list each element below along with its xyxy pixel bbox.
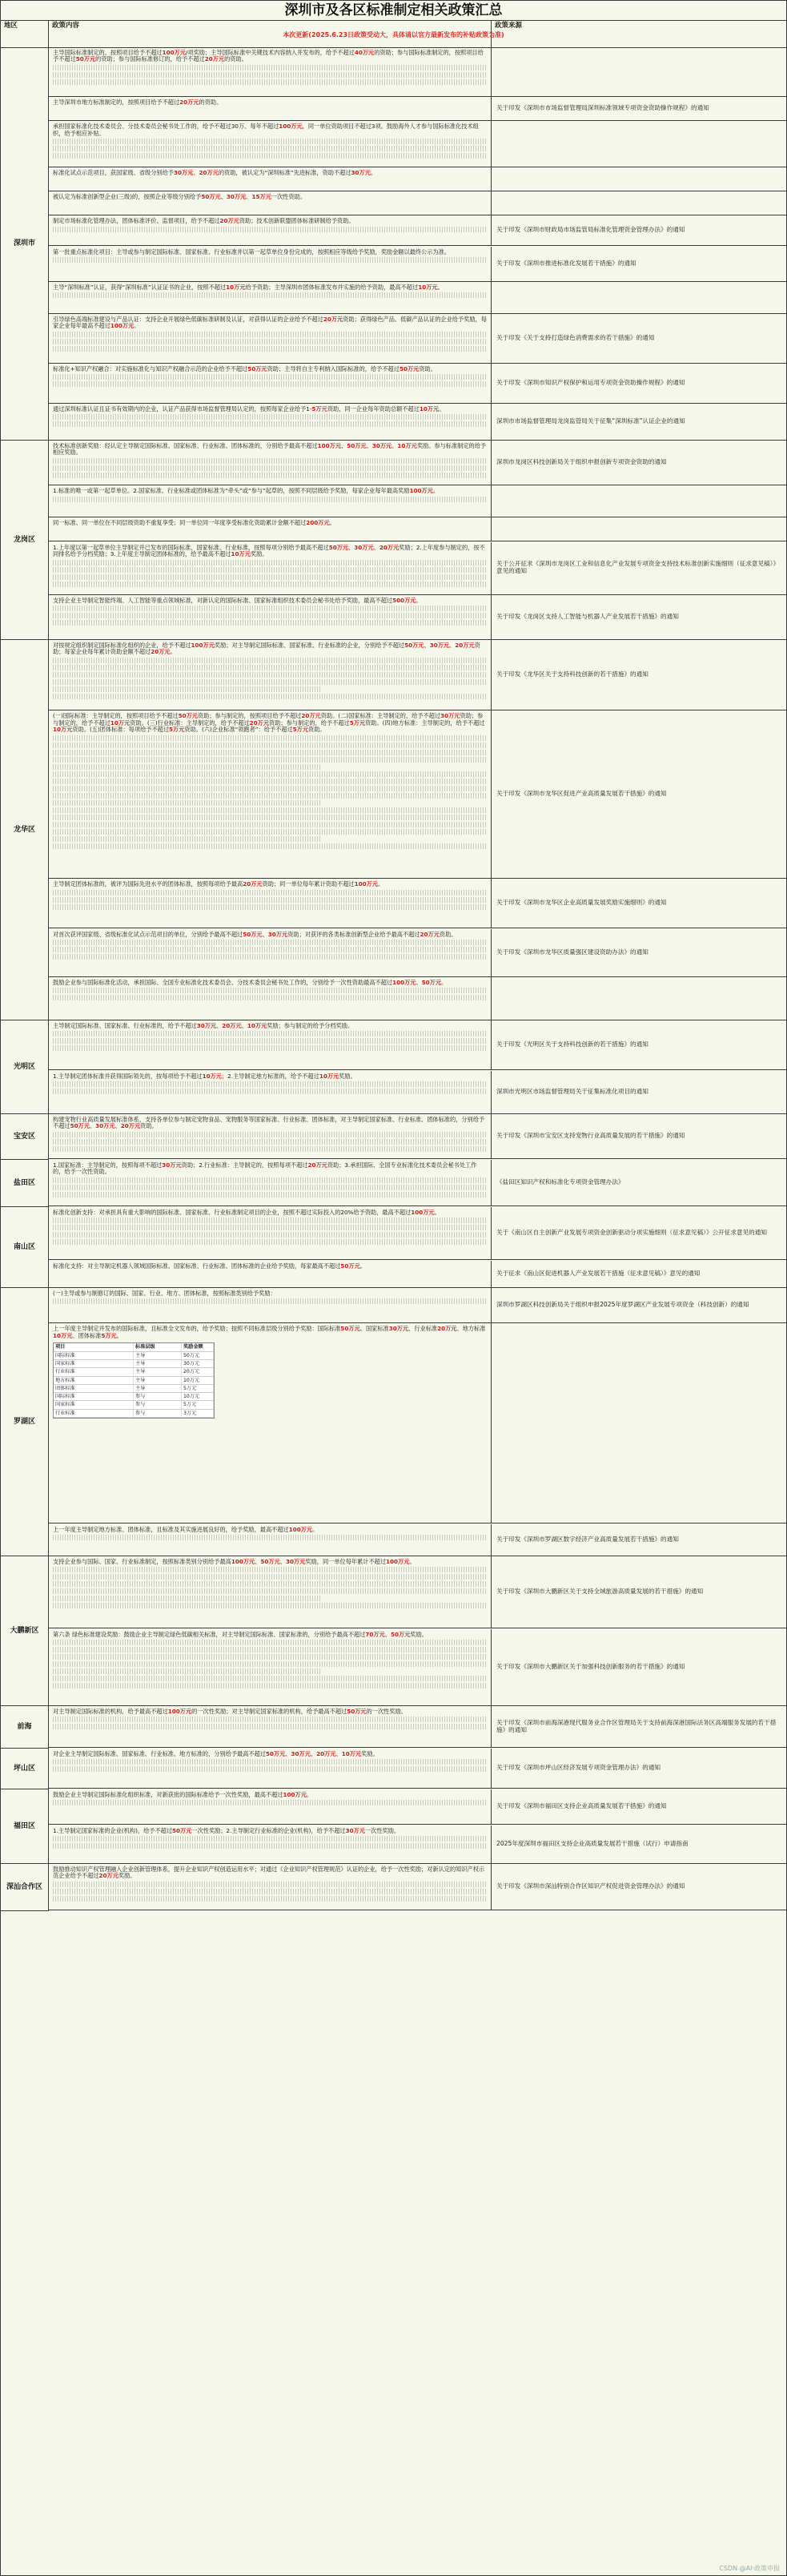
- policy-content-cell: [49, 595, 492, 640]
- reward-table-cell: 国家标准: [54, 1401, 134, 1408]
- policy-text: 技术标准创新奖励：经认定主导制定国际标准、国家标准、行业标准、团体标准的，分别给予最高不超过100万元、50万元、30万元、10万元奖励。参与标准制定的给予相应奖励。: [53, 442, 487, 457]
- policy-text: 上一年度主导制定地方标准、团体标准，且标准及其实施进展良好的，给予奖励，最高不超过100万元。: [53, 1525, 319, 1533]
- text-line-placeholder: [53, 822, 487, 827]
- text-line-placeholder: [53, 947, 487, 952]
- policy-content-cell: [49, 167, 492, 191]
- policy-source-cell[interactable]: 关于印发《深圳市龙华区质量强区建设资助办法》的通知: [492, 929, 787, 977]
- policy-text: 构建宠物行业高质量发展标准体系，支持各单位参与制定宠物食品、宠物服务等国家标准、行业标准、团体标准，对主导制定国家标准、行业标准、团体标准的，分别给予不超过50万元、30万元、20万元资助。: [53, 1116, 485, 1130]
- text-line-placeholder: [53, 620, 487, 626]
- policy-content-cell: [49, 1706, 492, 1748]
- policy-text: 通过深圳标准认证且证书有效期内的企业，认证产品获得市场监督管理局认定的，按照每家企业给予1-5万元资助，同一企业每年资助总额不超过10万元。: [53, 405, 445, 413]
- policy-source-cell[interactable]: 深圳市市场监督管理局龙岗监管局关于征集“深圳标准”认证企业的通知: [492, 404, 787, 441]
- text-line-placeholder: [53, 1676, 487, 1681]
- district-label: 罗湖区: [1, 1288, 49, 1556]
- policy-source-cell: [492, 47, 787, 97]
- reward-table-cell: 10万元: [182, 1377, 214, 1384]
- policy-text: 主导制定国际标准、国家标准、行业标准的，给予不超过30万元、20万元、10万元奖励；参与制定的给予分档奖励。: [53, 1022, 354, 1029]
- reward-table-row: [54, 1385, 214, 1393]
- policy-text: 制定市场标准化管理办法，团体标准评价、监督项目，给予不超过20万元资助；技术创新联盟团体标准研制给予资助。: [53, 217, 355, 225]
- text-line-placeholder: [53, 72, 487, 78]
- policy-source-cell[interactable]: 关于印发《深圳市龙华区促进产业高质量发展若干措施》的通知: [492, 710, 787, 879]
- policy-text: 1.主导制定团体标准并获得国际领先的，按每项给予不超过10万元；2.主导制定地方标准的，给予不超过10万元奖励。: [53, 1072, 356, 1080]
- policy-content-cell: [49, 1556, 492, 1628]
- policy-source-cell: [492, 517, 787, 541]
- policy-source-cell[interactable]: 关于印发《深圳市前海深港现代服务业合作区管理局关于支持前海深港国际法务区高端服务发展的若干措施》的通知: [492, 1706, 787, 1748]
- text-line-placeholder: [53, 1683, 487, 1688]
- policy-content-cell: [49, 929, 492, 977]
- reward-table-cell: 3万元: [182, 1410, 214, 1417]
- district-label: 深汕合作区: [1, 1864, 49, 1911]
- policy-content-cell: [49, 282, 492, 314]
- district-label: 大鹏新区: [1, 1556, 49, 1706]
- policy-text: 主导国际标准制定的，按照项目给予不超过100万元/项奖励；主导国际标准中关键技术内容纳入并发布的，给予不超过40万元的资助；参与国际标准制定的，按照项目给予不超过50万元的资助；参与国际标准修订的，给予不超过20万元的资助。: [53, 49, 484, 63]
- district-label: 南山区: [1, 1207, 49, 1288]
- reward-table-header: 奖励金额: [182, 1343, 214, 1350]
- reward-table-row: [54, 1393, 214, 1401]
- policy-content-cell: [49, 1071, 492, 1114]
- district-label: 深圳市: [1, 47, 49, 441]
- policy-source-cell[interactable]: 关于《南山区自主创新产业发展专项资金创新驱动分项实施细则（征求意见稿）》公开征求意见的通知: [492, 1207, 787, 1260]
- text-line-placeholder: [53, 560, 487, 566]
- district-label: 坪山区: [1, 1749, 49, 1789]
- reward-table-row: [54, 1377, 214, 1385]
- policy-source-cell[interactable]: 2025年度深圳市福田区支持企业高质量发展若干措施（试行）申请指南: [492, 1825, 787, 1864]
- text-line-placeholder: [53, 497, 487, 502]
- text-line-placeholder: [53, 1574, 487, 1580]
- text-line-placeholder: [53, 606, 487, 611]
- text-line-placeholder: [53, 1192, 487, 1197]
- district-label: 光明区: [1, 1020, 49, 1114]
- header-source: 政策来源: [495, 22, 523, 30]
- policy-source-cell[interactable]: 关于印发《深圳市市场监督管理局深圳标准领域专项资金资助操作规程》的通知: [492, 97, 787, 121]
- policy-source-cell[interactable]: 关于印发《深圳市福田区支持企业高质量发展若干措施》的通知: [492, 1789, 787, 1825]
- header-content: 政策内容: [49, 20, 492, 47]
- text-line-placeholder: [53, 1177, 487, 1183]
- text-line-placeholder: [53, 890, 487, 896]
- policy-source-cell: [492, 191, 787, 215]
- text-line-placeholder: [53, 146, 487, 151]
- reward-table-cell: 主导: [134, 1385, 182, 1392]
- policy-content-cell: [49, 517, 492, 541]
- text-line-placeholder: [53, 771, 487, 777]
- policy-content-cell: [49, 1207, 492, 1260]
- text-line-placeholder: [53, 421, 487, 427]
- district-label: 宝安区: [1, 1114, 49, 1160]
- text-line-placeholder: [53, 339, 487, 344]
- policy-text: 1.国家标准：主导制定的，按照每项不超过30万元资助；2.行业标准：主导制定的，按照每项不超过20万元资助；3.承担国际、全国专业标准化技术委员会秘书处工作的，给予一次性资助。: [53, 1161, 477, 1176]
- policy-text: 支持企业参与国际、国家、行业标准制定，按照标准类别分别给予最高100万元、50万元、30万元奖励，同一单位每年累计不超过100万元。: [53, 1558, 416, 1565]
- reward-table-cell: 国际标准: [54, 1393, 134, 1400]
- text-line-placeholder: [53, 465, 487, 471]
- reward-table-cell: 地方标准: [54, 1377, 134, 1384]
- text-line-placeholder: [53, 940, 487, 945]
- district-label: 盐田区: [1, 1160, 49, 1207]
- policy-source-cell: [492, 167, 787, 191]
- text-line-placeholder: [53, 1766, 487, 1772]
- policy-content-cell: [49, 97, 492, 121]
- policy-source-cell[interactable]: 关于印发《光明区关于支持科技创新的若干措施》的通知: [492, 1020, 787, 1070]
- policy-content-cell: [49, 542, 492, 595]
- text-line-placeholder: [53, 1668, 322, 1674]
- reward-table-cell: 参与: [134, 1393, 182, 1400]
- policy-source-cell[interactable]: 关于印发《深圳市龙华区企业高质量发展奖励实施细则》的通知: [492, 879, 787, 928]
- policy-content-cell: [49, 364, 492, 404]
- text-line-placeholder: [53, 1535, 487, 1540]
- reward-table-cell: 参与: [134, 1410, 182, 1417]
- text-line-placeholder: [53, 139, 487, 144]
- reward-table-header: 项目: [54, 1343, 134, 1350]
- text-line-placeholder: [53, 679, 487, 685]
- text-line-placeholder: [53, 1298, 487, 1304]
- text-line-placeholder: [53, 1836, 487, 1841]
- embedded-reward-table: [53, 1342, 487, 1419]
- policy-source-cell[interactable]: 关于印发《龙岗区支持人工智能与机器人产业发展若干措施》的通知: [492, 595, 787, 640]
- reward-table-row: [54, 1352, 214, 1360]
- text-line-placeholder: [53, 381, 487, 387]
- text-line-placeholder: [53, 988, 487, 993]
- text-line-placeholder: [53, 1596, 322, 1601]
- reward-table-header: 标准层级: [134, 1343, 182, 1350]
- text-line-placeholder: [53, 332, 487, 337]
- text-line-placeholder: [53, 786, 487, 791]
- text-line-placeholder: [53, 65, 487, 70]
- policy-text: (一)主导或参与制修订的国际、国家、行业、地方、团体标准，按照标准类别给予奖励：: [53, 1290, 276, 1297]
- text-line-placeholder: [53, 995, 487, 1000]
- policy-source-cell: [492, 485, 787, 517]
- text-line-placeholder: [53, 582, 487, 587]
- text-line-placeholder: [53, 807, 487, 813]
- text-line-placeholder: [53, 1896, 487, 1902]
- text-line-placeholder: [53, 374, 487, 380]
- text-line-placeholder: [53, 1661, 487, 1667]
- reward-table-cell: 主导: [134, 1377, 182, 1384]
- text-line-placeholder: [53, 1218, 487, 1223]
- text-line-placeholder: [53, 1081, 487, 1087]
- reward-table-cell: 行业标准: [54, 1368, 134, 1375]
- district-label: 龙华区: [1, 640, 49, 1020]
- policy-content-cell: [49, 879, 492, 928]
- policy-text: 上一年度主导制定并发布的国际标准，且标准全文发布的，给予奖励；按照不同标准层级分别给予奖励：国际标准50万元、国家标准30万元、行业标准20万元、地方标准10万元、团体标准5万元。: [53, 1325, 486, 1339]
- policy-source-cell[interactable]: 关于印发《关于支持打造绿色消费需求的若干措施》的通知: [492, 314, 787, 364]
- policy-text: 第六条 绿色标准建设奖励：鼓励企业主导制定绿色低碳相关标准，对主导制定国际标准、国家标准的，分别给予最高不超过70万元、50万元奖励。: [53, 1630, 428, 1638]
- text-line-placeholder: [53, 1640, 487, 1645]
- text-line-placeholder: [53, 735, 487, 741]
- text-line-placeholder: [53, 574, 487, 580]
- text-line-placeholder: [53, 1146, 487, 1152]
- reward-table-row: [54, 1360, 214, 1368]
- reward-table-cell: 主导: [134, 1360, 182, 1367]
- policy-source-cell[interactable]: 深圳市龙岗区科技创新局关于组织申报创新专项资金资助的通知: [492, 441, 787, 485]
- text-line-placeholder: [53, 897, 487, 903]
- reward-table-row: [54, 1368, 214, 1376]
- text-line-placeholder: [53, 79, 487, 85]
- policy-text: 对企业主导制定国际标准、国家标准、行业标准、地方标准的，分别给予最高不超过50万元、30万元、20万元、10万元奖励。: [53, 1750, 379, 1757]
- reward-table-cell: 主导: [134, 1368, 182, 1375]
- policy-content-cell: [49, 1524, 492, 1556]
- page-title: 深圳市及各区标准制定相关政策汇总: [1, 1, 786, 21]
- text-line-placeholder: [53, 815, 487, 820]
- policy-source-cell[interactable]: 关于印发《深圳市推进标准化发展若干措施》的通知: [492, 247, 787, 282]
- policy-text: 鼓励企业主导制定国际标准化组织标准，对新获批的国际标准给予一次性奖励，最高不超过100万元。: [53, 1791, 313, 1798]
- text-line-placeholder: [53, 954, 487, 960]
- policy-source-cell[interactable]: 深圳市光明区市场监督管理局关于征集标准化项目的通知: [492, 1071, 787, 1114]
- policy-source-cell: [492, 1323, 787, 1523]
- policy-text: 主导深圳市地方标准制定的，按照项目给予不超过20万元的资助。: [53, 99, 223, 107]
- text-line-placeholder: [53, 1882, 487, 1887]
- policy-source-cell[interactable]: 关于印发《深圳市财政局市场监管局标准化管理资金管理办法》的通知: [492, 215, 787, 246]
- reward-table-cell: 主导: [134, 1352, 182, 1359]
- policy-text: 1.标准的唯一或第一起草单位。2.国家标准、行业标准或团体标准为“牵头”或“参与”起草的，按照不同层级给予奖励，每家企业每年最高奖励100万元。: [53, 487, 440, 495]
- policy-text: 对主导制定国际标准的机构，给予最高不超过100万元的一次性奖励；对主导制定国家标准的机构，给予最高不超过50万元的一次性奖励。: [53, 1708, 407, 1715]
- policy-content-cell: [49, 404, 492, 441]
- reward-table-cell: 团体标准: [54, 1385, 134, 1392]
- policy-source-cell[interactable]: 关于印发《深圳市坪山区经济发展专项资金管理办法》的通知: [492, 1749, 787, 1789]
- text-line-placeholder: [53, 757, 487, 763]
- policy-source-cell[interactable]: 关于征求《南山区促进机器人产业发展若干措施（征求意见稿）》意见的通知: [492, 1261, 787, 1288]
- policy-source-cell: [492, 121, 787, 167]
- district-label: 前海: [1, 1706, 49, 1749]
- policy-content-cell: [49, 1629, 492, 1706]
- policy-text: 第一批重点标准化项目：主导或参与制定国际标准、国家标准、行业标准并以第一起草单位身份完成的，按照相应等级给予奖励，奖励金额以最终公示为准。: [53, 248, 450, 256]
- text-line-placeholder: [53, 800, 322, 806]
- text-line-placeholder: [53, 658, 487, 663]
- district-label: 福田区: [1, 1789, 49, 1864]
- policy-source-cell[interactable]: 关于印发《深圳市宝安区支持宠物行业高质量发展的若干措施》的通知: [492, 1114, 787, 1159]
- policy-content-cell: [49, 640, 492, 710]
- text-line-placeholder: [53, 1581, 487, 1587]
- text-line-placeholder: [53, 1185, 487, 1190]
- policy-source-cell[interactable]: 关于印发《深圳市大鹏新区关于支持全域旅游高质量发展的若干措施》的通知: [492, 1556, 787, 1628]
- reward-table-row: [54, 1410, 214, 1418]
- policy-source-cell: [492, 282, 787, 314]
- text-line-placeholder: [53, 1647, 487, 1652]
- policy-text: 同一标准、同一单位在不同层级资助不重复享受；同一单位同一年度享受标准化资助累计金额不超过200万元。: [53, 519, 335, 527]
- policy-text: 鼓励企业参与国际标准化活动，承担国际、全国专业标准化技术委员会、分技术委员会秘书处工作的，分别给予一次性资助最高不超过100万元、50万元。: [53, 978, 448, 986]
- policy-text: 承担国家标准化技术委员会、分技术委员会秘书处工作的，给予不超过30万、每年不超过100万元，同一单位资助项目不超过3项。鼓励海外人才参与国际标准化技术组织，给予相应补贴。: [53, 123, 479, 137]
- policy-content-cell: [49, 215, 492, 246]
- policy-text: 被认定为标准创新型企业(三级)的，按照企业等级分别给予50万元、30万元、15万元一次性资助。: [53, 193, 307, 201]
- policy-source-cell[interactable]: 关于印发《龙华区关于支持科技创新的若干措施》的通知: [492, 640, 787, 710]
- text-line-placeholder: [53, 1843, 487, 1849]
- text-line-placeholder: [53, 1654, 487, 1660]
- policy-content-cell: [49, 1020, 492, 1070]
- reward-table-cell: 30万元: [182, 1360, 214, 1367]
- text-line-placeholder: [53, 1567, 487, 1572]
- reward-table-cell: 10万元: [182, 1393, 214, 1400]
- reward-table-cell: 参与: [134, 1401, 182, 1408]
- policy-table: [1, 47, 786, 1911]
- policy-text: 1.上年度以第一起草单位主导制定并已发布的国际标准、国家标准、行业标准，按照每项分别给予最高不超过50万元、30万元、20万元奖励；2.上年度参与制定的，按不同排名给予分档奖励；3.上年度主导制定团体标准的，给予最高不超过10万元奖励。: [53, 543, 485, 558]
- text-line-placeholder: [53, 473, 487, 478]
- policy-content-cell: [49, 1288, 492, 1323]
- policy-content-cell: [49, 1825, 492, 1864]
- policy-text: 支持企业主导制定智能终端、人工智能等重点领域标准，对新认定的国际标准、国家标准组织技术委员会秘书处给予奖励，最高不超过500万元。: [53, 596, 422, 604]
- text-line-placeholder: [53, 665, 487, 670]
- text-line-placeholder: [53, 1759, 487, 1765]
- policy-text: 对按规定组织制定国际标准化组织的企业，给予不超过100万元奖励；对主导制定国际标准、国家标准、行业标准的企业，分别给予不超过50万元、30万元、20万元资助；每家企业每年累计资助金额不超过20万元。: [53, 642, 480, 656]
- policy-text: 标准化创新支持：对承担具有重大影响的国际标准、国家标准、行业标准制定项目的企业，按照不超过实际投入的20%给予资助，最高不超过100万元。: [53, 1209, 440, 1216]
- text-line-placeholder: [53, 153, 487, 159]
- policy-content-cell: [49, 191, 492, 215]
- policy-content-cell: [49, 1323, 492, 1523]
- text-line-placeholder: [53, 613, 487, 618]
- reward-table-cell: 5万元: [182, 1385, 214, 1392]
- text-line-placeholder: [53, 793, 487, 799]
- text-line-placeholder: [53, 672, 487, 678]
- policy-content-cell: [49, 1160, 492, 1206]
- policy-content-cell: [49, 977, 492, 1020]
- policy-text: 标准化试点示范项目，获国家级、省级分别给予30万元、20万元的资助，被认定为“深圳标准”先进标准，资助不超过30万元。: [53, 169, 377, 177]
- text-line-placeholder: [53, 686, 322, 692]
- text-line-placeholder: [53, 458, 487, 464]
- reward-table-row: [54, 1401, 214, 1409]
- reward-table-cell: 5万元: [182, 1401, 214, 1408]
- text-line-placeholder: [53, 694, 487, 699]
- watermark: CSDN @AI·政策申报: [719, 2564, 780, 2572]
- text-line-placeholder: [53, 292, 487, 298]
- reward-table-cell: 行业标准: [54, 1410, 134, 1417]
- text-line-placeholder: [53, 836, 322, 842]
- policy-text: 标准化支持：对主导制定机器人领域国际标准、国家标准、行业标准、团体标准的企业给予奖励，每家最高不超过50万元。: [53, 1262, 366, 1270]
- text-line-placeholder: [53, 346, 487, 352]
- policy-content-cell: [49, 485, 492, 517]
- policy-content-cell: [49, 47, 492, 97]
- text-line-placeholder: [53, 1232, 487, 1238]
- reward-table-cell: 20万元: [182, 1368, 214, 1375]
- text-line-placeholder: [53, 1239, 487, 1245]
- text-line-placeholder: [53, 1724, 487, 1729]
- text-line-placeholder: [53, 1031, 487, 1036]
- text-line-placeholder: [53, 1889, 487, 1894]
- policy-content-cell: [49, 710, 492, 879]
- policy-content-cell: [49, 1789, 492, 1825]
- text-line-placeholder: [53, 1089, 487, 1094]
- text-line-placeholder: [53, 904, 487, 910]
- policy-source-cell: [492, 977, 787, 1020]
- text-line-placeholder: [53, 1139, 487, 1145]
- text-line-placeholder: [53, 1800, 487, 1805]
- update-note: 本次更新(2025.6.23日政策受动大，具体请以官方最新发布的补贴政策为准): [283, 31, 504, 38]
- policy-source-cell[interactable]: 关于印发《深圳市大鹏新区关于加强科技创新服务的若干措施》的通知: [492, 1629, 787, 1706]
- reward-table-cell: 国家标准: [54, 1360, 134, 1367]
- district-label: 龙岗区: [1, 441, 49, 640]
- text-line-placeholder: [53, 1225, 487, 1230]
- policy-source-cell[interactable]: 关于印发《深圳市知识产权保护和运用专项资金资助操作规程》的通知: [492, 364, 787, 404]
- policy-source-cell[interactable]: 关于印发《深圳市深汕特别合作区知识产权促进资金管理办法》的通知: [492, 1864, 787, 1910]
- policy-text: 引导绿色高端标准建设与产品认证：支持企业开展绿色低碳标准研制及认证，对获得认证的企业给予不超过20万元资助；获得绿色产品、低碳产品认证的企业给予奖励，每家企业每年最高不超过100万元。: [53, 315, 487, 330]
- policy-content-cell: [49, 1864, 492, 1910]
- text-line-placeholder: [53, 567, 487, 573]
- reward-table-cell: 50万元: [182, 1352, 214, 1359]
- policy-text: (一)国际标准：主导制定的，按照项目给予不超过50万元资助；参与制定的，按照项目给予不超过20万元资助。(二)国家标准：主导制定的，给予不超过30万元资助；参与制定的，给予不超过10万元资助。(三)行业标准：主导制定的，给予不超过20万元资助；参与制定的，给予不超过5万元资助。(四)地方标准：主导制定的，给予不超过10万元资助。(五)团体标准：每项给予不超过5万元资助。(六)企业标准“领跑者”：给予不超过5万元资助。: [53, 712, 485, 734]
- text-line-placeholder: [53, 843, 487, 849]
- text-line-placeholder: [53, 764, 322, 770]
- text-line-placeholder: [53, 779, 487, 784]
- policy-content-cell: [49, 121, 492, 167]
- policy-source-cell[interactable]: 《盐田区知识产权和标准化专项资金管理办法》: [492, 1160, 787, 1206]
- text-line-placeholder: [53, 829, 487, 835]
- text-line-placeholder: [53, 743, 487, 748]
- text-line-placeholder: [53, 1588, 487, 1594]
- text-line-placeholder: [53, 414, 487, 420]
- policy-content-cell: [49, 1261, 492, 1288]
- header-district: 地区: [1, 20, 49, 47]
- policy-text: 1.主导制定国家标准的企业(机构)，给予不超过50万元一次性奖励；2.主导制定行业标准的企业(机构)，给予不超过30万元一次性奖励。: [53, 1826, 400, 1834]
- text-line-placeholder: [53, 257, 487, 263]
- policy-content-cell: [49, 441, 492, 485]
- policy-text: 对首次获评国家级、省级标准化试点示范项目的单位，分别给予最高不超过50万元、30万元资助；对获评的各类标准创新型企业给予最高不超过20万元资助。: [53, 930, 457, 938]
- policy-source-cell[interactable]: 深圳市罗湖区科技创新局关于组织申报2025年度罗湖区产业发展专项资金（科技创新）的通知: [492, 1288, 787, 1323]
- reward-table-cell: 国际标准: [54, 1352, 134, 1359]
- text-line-placeholder: [53, 1045, 487, 1051]
- policy-content-cell: [49, 314, 492, 364]
- policy-content-cell: [49, 1749, 492, 1789]
- policy-content-cell: [49, 1114, 492, 1159]
- policy-text: 主导“深圳标准”认证，获得“深圳标准”认证证书的企业，按照不超过10万元给予资助；主导深圳市团体标准发布并实施的给予资助，最高不超过10万元。: [53, 283, 444, 291]
- text-line-placeholder: [53, 750, 487, 755]
- text-line-placeholder: [53, 1603, 487, 1608]
- policy-content-cell: [49, 247, 492, 282]
- policy-text: 标准化+知识产权融合：对实施标准化与知识产权融合示范的企业给予不超过50万元资助；主导将自主专利纳入国际标准的，给予不超过50万元资助。: [53, 364, 436, 372]
- policy-text: 鼓励推动知识产权管理融入企业创新管理体系，提升企业知识产权创造运用水平；对通过《企业知识产权管理规范》认证的企业，给予一次性奖励；对新认定的知识产权示范企业给予不超过20万元奖励。: [53, 1866, 485, 1880]
- text-line-placeholder: [53, 1038, 487, 1044]
- policy-source-cell[interactable]: 关于公开征求《深圳市龙岗区工业和信息化产业发展专项资金支持技术标准创新实施细则（征求意见稿）》意见的通知: [492, 542, 787, 595]
- text-line-placeholder: [53, 1717, 487, 1722]
- text-line-placeholder: [53, 227, 487, 232]
- policy-text: 主导制定团体标准的，被评为国际先进水平的团体标准，按照每项给予最高20万元资助；同一单位每年累计资助不超过100万元。: [53, 880, 384, 888]
- policy-source-cell[interactable]: 关于印发《深圳市罗湖区数字经济产业高质量发展若干措施》的通知: [492, 1524, 787, 1556]
- text-line-placeholder: [53, 1132, 487, 1137]
